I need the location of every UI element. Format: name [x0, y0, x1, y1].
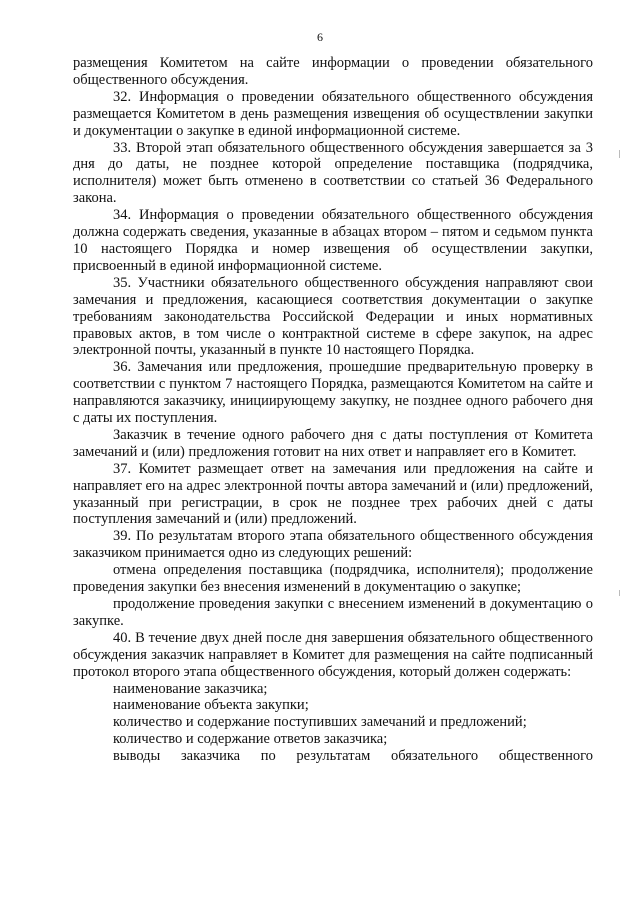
paragraph: выводы заказчика по результатам обязательного общественного: [113, 748, 593, 765]
paragraph: 37. Комитет размещает ответ на замечания или предложения на сайте и направляет его на адрес электронной почты автора замечаний и (или) предложений, указанный при регистрации, в срок не позднее трех рабочих дней с даты поступления замечаний и (или) предложений.: [73, 460, 593, 528]
paragraph: количество и содержание поступивших замечаний и предложений;: [113, 714, 527, 731]
scan-edge-mark: [619, 150, 620, 158]
paragraph: 39. По результатам второго этапа обязательного общественного обсуждения заказчиком принимается одно из следующих решений:: [73, 528, 593, 562]
page-number: 6: [317, 30, 323, 44]
paragraph: наименование объекта закупки;: [113, 697, 309, 714]
paragraph: продолжение проведения закупки с внесением изменений в документацию о закупке.: [73, 596, 593, 629]
paragraph: 35. Участники обязательного общественного обсуждения направляют свои замечания и предложения, касающиеся соответствия документации о закупке требованиям законодательства Российской Федерации и иных нормативных правовых актов, в том числе о контрактной системе в сфере закупок, на адрес электронной почты, указанный в пункте 10 настоящего Порядка.: [73, 274, 593, 359]
paragraph: Заказчик в течение одного рабочего дня с даты поступления от Комитета замечаний и (или) предложения готовит на них ответ и направляет его в Комитет.: [73, 426, 593, 460]
paragraph: размещения Комитетом на сайте информации о проведении обязательного общественного обсуждения.: [73, 55, 593, 88]
paragraph: 40. В течение двух дней после дня завершения обязательного общественного обсуждения заказчик направляет в Комитет для размещения на сайте подписанный протокол второго этапа общественного обсуждения, который должен содержать:: [73, 629, 593, 680]
paragraph: 32. Информация о проведении обязательного общественного обсуждения размещается Комитетом в день размещения извещения об осуществлении закупки и документации о закупке в единой информационной системе.: [73, 88, 593, 139]
paragraph: 33. Второй этап обязательного общественного обсуждения завершается за 3 дня до даты, не позднее которой определение поставщика (подрядчика, исполнителя) может быть отменено в соответствии со статьей 36 Федерального закона.: [73, 139, 593, 207]
paragraph: наименование заказчика;: [113, 680, 268, 697]
document-body: [73, 55, 593, 765]
paragraph: 36. Замечания или предложения, прошедшие предварительную проверку в соответствии с пунктом 7 настоящего Порядка, размещаются Комитетом на сайте и направляются заказчику, инициирующему закупку, не позднее одного рабочего дня с даты их поступления.: [73, 359, 593, 427]
paragraph: отмена определения поставщика (подрядчика, исполнителя); продолжение проведения закупки без внесения изменений в документацию о закупке;: [73, 562, 593, 596]
scan-edge-mark: [619, 590, 620, 596]
paragraph: количество и содержание ответов заказчика;: [113, 731, 388, 748]
paragraph: 34. Информация о проведении обязательного общественного обсуждения должна содержать сведения, указанные в абзацах втором – пятом и седьмом пункта 10 настоящего Порядка и номер извещения об осуществлении закупки, присвоенный в единой информационной системе.: [73, 207, 593, 274]
